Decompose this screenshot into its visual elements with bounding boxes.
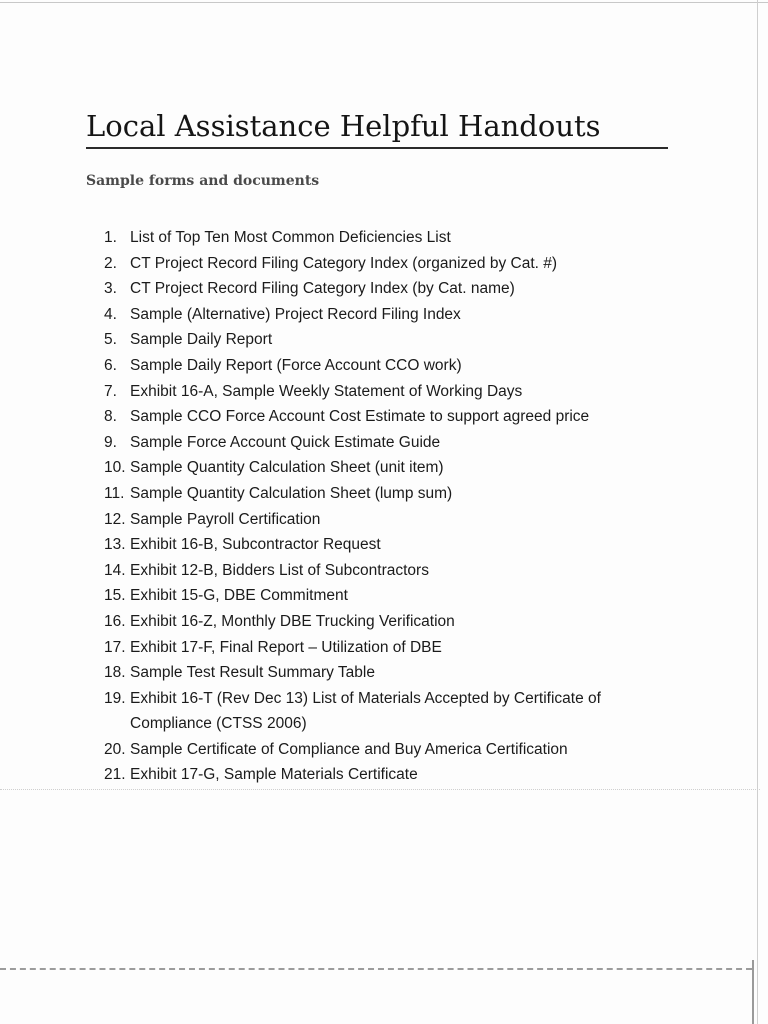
item-text: Exhibit 17-G, Sample Materials Certificate (130, 766, 418, 784)
list-item (104, 737, 744, 763)
item-number: 18. (104, 664, 126, 682)
list-item (104, 481, 744, 507)
title-underline (86, 147, 668, 149)
item-number: 4. (104, 305, 117, 323)
item-number: 3. (104, 280, 117, 298)
item-number: 17. (104, 638, 126, 656)
item-text: Sample Quantity Calculation Sheet (unit item) (130, 459, 444, 477)
item-number: 10. (104, 459, 126, 477)
scan-edge-right-mark (752, 960, 754, 1024)
item-text: Sample Daily Report (130, 331, 273, 349)
item-text: Sample Test Result Summary Table (130, 664, 375, 682)
list-item (104, 302, 744, 328)
scan-edge-top (0, 2, 768, 3)
item-text: Exhibit 16-T (Rev Dec 13) List of Materials Accepted by Certificate of Compliance (CTSS 2006) (130, 689, 601, 733)
list-item (104, 379, 744, 405)
list-item (104, 430, 744, 456)
item-number: 15. (104, 587, 126, 605)
list-item (104, 353, 744, 379)
list-item (104, 635, 744, 661)
item-number: 11. (104, 484, 125, 502)
item-text: Exhibit 16-Z, Monthly DBE Trucking Verification (130, 612, 455, 630)
list-item (104, 609, 744, 635)
item-text: Sample Daily Report (Force Account CCO work) (130, 356, 462, 374)
item-text: Sample Payroll Certification (130, 510, 321, 528)
item-number: 16. (104, 612, 126, 630)
item-text: Sample Certificate of Compliance and Buy America Certification (130, 740, 568, 758)
document-subtitle: Sample forms and documents (86, 173, 320, 189)
list-item (104, 404, 744, 430)
item-text: Sample Quantity Calculation Sheet (lump sum) (130, 484, 453, 502)
list-item (104, 507, 744, 533)
list-item (104, 276, 744, 302)
list-item (104, 558, 744, 584)
item-number: 2. (104, 254, 117, 272)
item-text: Sample Force Account Quick Estimate Guide (130, 433, 441, 451)
item-number: 6. (104, 356, 117, 374)
list-item (104, 251, 744, 277)
list-item (104, 225, 744, 251)
list-item (104, 327, 744, 353)
item-text: List of Top Ten Most Common Deficiencies List (130, 229, 451, 246)
item-number: 20. (104, 740, 126, 758)
list-item (104, 455, 744, 481)
item-text: CT Project Record Filing Category Index (by Cat. name) (130, 280, 515, 298)
handouts-list (104, 225, 744, 788)
list-item (104, 762, 744, 788)
item-text: Exhibit 16-A, Sample Weekly Statement of Working Days (130, 382, 523, 400)
item-number: 19. (104, 689, 126, 707)
scan-edge-right (757, 0, 758, 1024)
item-number: 12. (104, 510, 126, 528)
item-number: 9. (104, 433, 117, 451)
item-number: 1. (104, 229, 117, 246)
item-text: Sample (Alternative) Project Record Filing Index (130, 305, 461, 323)
item-text: Sample CCO Force Account Cost Estimate to support agreed price (130, 408, 590, 426)
item-text: Exhibit 15-G, DBE Commitment (130, 587, 348, 605)
item-text: Exhibit 17-F, Final Report – Utilization of DBE (130, 638, 442, 656)
list-item (104, 660, 744, 686)
item-number: 7. (104, 382, 117, 400)
item-text: Exhibit 16-B, Subcontractor Request (130, 536, 381, 554)
list-item (104, 532, 744, 558)
item-number: 21. (104, 766, 126, 784)
item-text: CT Project Record Filing Category Index (organized by Cat. #) (130, 254, 558, 272)
scan-artifact-line (0, 789, 760, 790)
item-number: 5. (104, 331, 117, 349)
item-number: 13. (104, 536, 126, 554)
item-text: Exhibit 12-B, Bidders List of Subcontractors (130, 561, 429, 579)
item-number: 8. (104, 408, 117, 426)
document-title: Local Assistance Helpful Handouts (86, 109, 601, 143)
list-item (104, 686, 744, 737)
list-item (104, 583, 744, 609)
scan-edge-bottom (0, 968, 752, 970)
item-number: 14. (104, 561, 126, 579)
